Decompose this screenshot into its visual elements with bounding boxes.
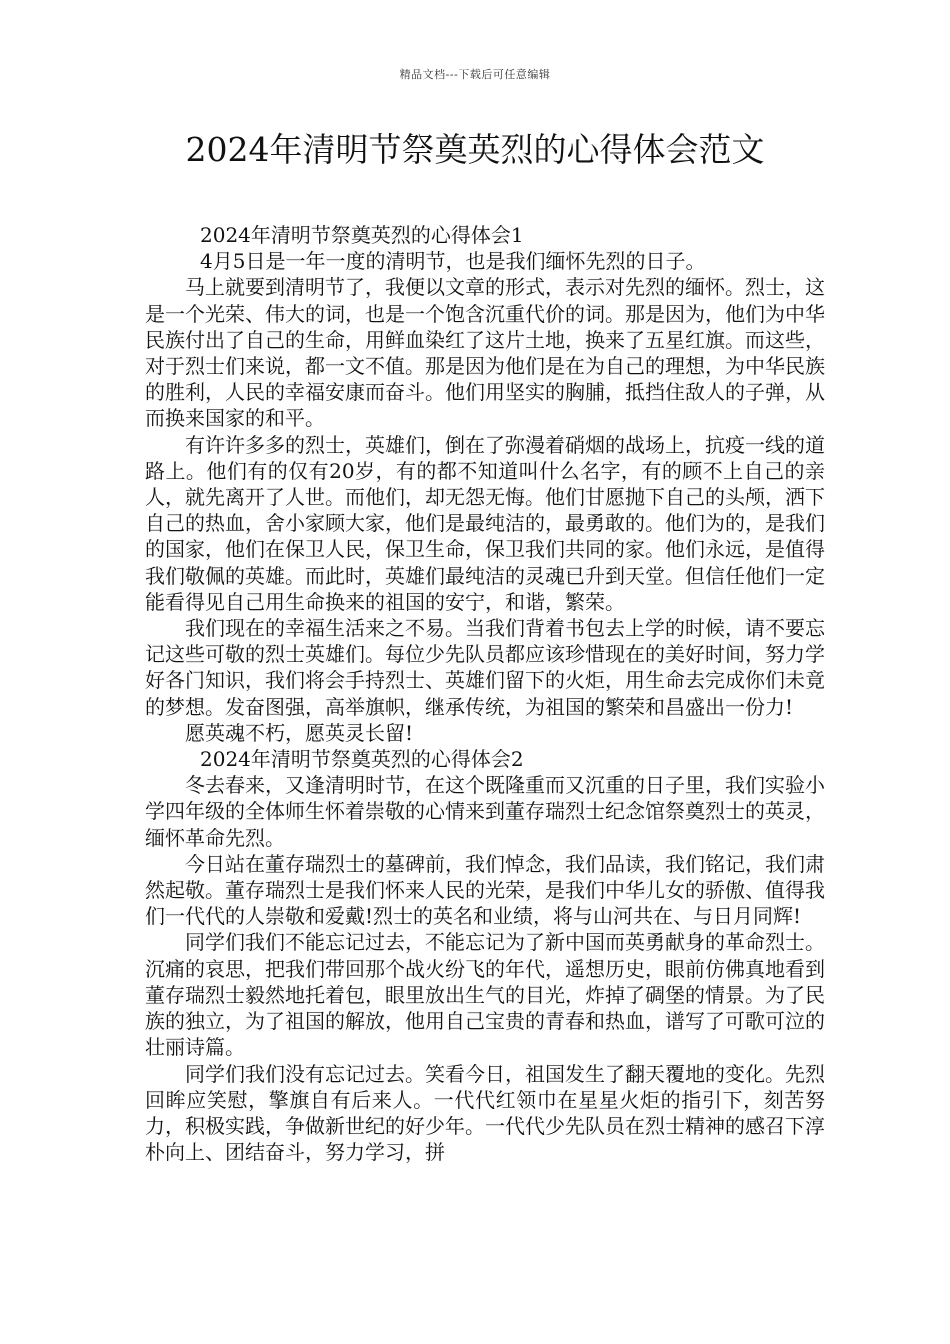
paragraph: 同学们我们没有忘记过去。笑看今日，祖国发生了翻天覆地的变化。先烈回眸应笑慰，擎旗自有后来人。一代代红领巾在星星火炬的指引下，刻苦努力，积极实践，争做新世纪的好少年。一代代少先队员在烈士精神的感召下淳朴向上、团结奋斗，努力学习，拼 xyxy=(145,1061,825,1165)
paragraph: 冬去春来，又逢清明时节，在这个既隆重而又沉重的日子里，我们实验小学四年级的全体师生怀着崇敬的心情来到董存瑞烈士纪念馆祭奠烈士的英灵，缅怀革命先烈。 xyxy=(145,773,825,850)
section-heading-1: 2024年清明节祭奠英烈的心得体会1 xyxy=(200,223,524,247)
paragraph: 愿英魂不朽，愿英灵长留! xyxy=(185,720,414,745)
paragraph: 同学们我们不能忘记过去，不能忘记为了新中国而英勇献身的革命烈士。沉痛的哀思，把我们带回那个战火纷飞的年代，遥想历史，眼前仿佛真地看到董存瑞烈士毅然地托着包，眼里放出生气的目光，炸掉了碉堡的情景。为了民族的独立，为了祖国的解放，他用自己宝贵的青春和热血，谱写了可歌可泣的壮丽诗篇。 xyxy=(145,930,825,1060)
paragraph: 马上就要到清明节了，我便以文章的形式，表示对先烈的缅怀。烈士，这是一个光荣、伟大的词，也是一个饱含沉重代价的词。那是因为，他们为中华民族付出了自己的生命，用鲜血染红了这片土地，换来了五星红旗。而这些，对于烈士们来说，都一文不值。那是因为他们是在为自己的理想，为中华民族的胜利，人民的幸福安康而奋斗。他们用坚实的胸脯，抵挡住敌人的子弹，从而换来国家的和平。 xyxy=(145,275,825,431)
document-body xyxy=(145,222,825,1165)
header-note: 精品文档---下载后可任意编辑 xyxy=(399,68,551,81)
paragraph: 4月5日是一年一度的清明节，也是我们缅怀先烈的日子。 xyxy=(200,249,706,274)
paragraph: 今日站在董存瑞烈士的墓碑前，我们悼念，我们品读，我们铭记，我们肃然起敬。董存瑞烈士是我们怀来人民的光荣，是我们中华儿女的骄傲、值得我们一代代的人崇敬和爱戴!烈士的英名和业绩，将与山河共在、与日月同辉! xyxy=(145,851,825,929)
section-heading-2: 2024年清明节祭奠英烈的心得体会2 xyxy=(200,747,524,772)
paragraph: 有许许多多的烈士，英雄们，倒在了弥漫着硝烟的战场上，抗疫一线的道路上。他们有的仅有20岁，有的都不知道叫什么名字，有的顾不上自己的亲人，就先离开了人世。而他们，却无怨无悔。他们甘愿抛下自己的头颅，洒下自己的热血，舍小家顾大家，他们是最纯洁的，最勇敢的。他们为的，是我们的国家，他们在保卫人民，保卫生命，保卫我们共同的家。他们永远，是值得我们敬佩的英雄。而此时，英雄们最纯洁的灵魂已升到天堂。但信任他们一定能看得见自己用生命换来的祖国的安宁，和谐，繁荣。 xyxy=(145,432,825,614)
paragraph: 我们现在的幸福生活来之不易。当我们背着书包去上学的时候，请不要忘记这些可敬的烈士英雄们。每位少先队员都应该珍惜现在的美好时间，努力学好各门知识，我们将会手持烈士、英雄们留下的火炬，用生命去完成你们未竟的梦想。发奋图强，高举旗帜，继承传统，为祖国的繁荣和昌盛出一份力! xyxy=(145,616,825,719)
document-title: 2024年清明节祭奠英烈的心得体会范文 xyxy=(185,130,765,169)
